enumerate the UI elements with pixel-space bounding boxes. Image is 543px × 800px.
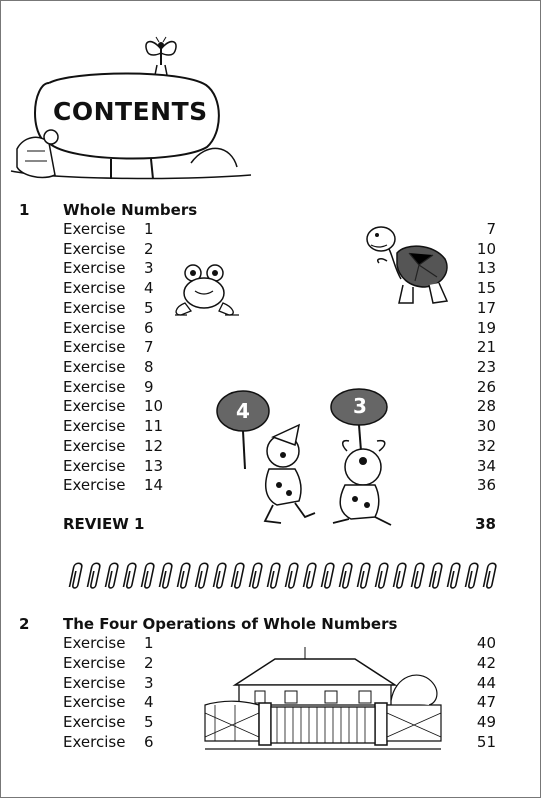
- paperclip-icon: [339, 563, 352, 588]
- exercise-number: 1: [144, 634, 154, 652]
- frog-icon: [171, 263, 241, 321]
- page-number: 32: [476, 437, 496, 455]
- page-number: 13: [476, 259, 496, 277]
- exercise-number: 14: [144, 476, 164, 494]
- page-title: CONTENTS: [53, 97, 208, 126]
- paperclip-icon: [249, 563, 262, 588]
- page-number: 30: [476, 417, 496, 435]
- exercise-number: 4: [144, 279, 154, 297]
- paperclip-icon: [483, 563, 496, 588]
- exercise-number: 5: [144, 299, 154, 317]
- turtle-icon: [363, 219, 453, 311]
- exercise-label: Exercise: [63, 259, 126, 277]
- exercise-number: 11: [144, 417, 164, 435]
- section-title: Whole Numbers: [63, 201, 198, 219]
- page-number: 47: [476, 693, 496, 711]
- exercise-number: 8: [144, 358, 154, 376]
- page-number: 36: [476, 476, 496, 494]
- exercise-label: Exercise: [63, 713, 126, 731]
- exercise-number: 9: [144, 378, 154, 396]
- exercise-label: Exercise: [63, 437, 126, 455]
- paperclip-icon: [411, 563, 424, 588]
- paperclip-icon: [375, 563, 388, 588]
- review-label: REVIEW 1: [63, 515, 145, 533]
- page-number: 34: [476, 457, 496, 475]
- page-number: 10: [476, 240, 496, 258]
- exercise-label: Exercise: [63, 693, 126, 711]
- page-number: 19: [476, 319, 496, 337]
- page-number: 7: [486, 220, 496, 238]
- exercise-number: 3: [144, 674, 154, 692]
- exercise-label: Exercise: [63, 634, 126, 652]
- exercise-number: 6: [144, 733, 154, 751]
- paperclip-icon: [465, 563, 478, 588]
- exercise-label: Exercise: [63, 240, 126, 258]
- exercise-label: Exercise: [63, 338, 126, 356]
- paperclip-icon: [105, 563, 118, 588]
- page-number: 21: [476, 338, 496, 356]
- page-number: 40: [476, 634, 496, 652]
- paperclip-icon: [447, 563, 460, 588]
- paperclip-icon: [231, 563, 244, 588]
- paperclip-icon: [177, 563, 190, 588]
- paperclip-icon: [87, 563, 100, 588]
- page-number: 23: [476, 358, 496, 376]
- review-page-number: 38: [475, 515, 496, 533]
- page-number: 15: [476, 279, 496, 297]
- section-number: 1: [19, 201, 30, 219]
- paperclip-icon: [213, 563, 226, 588]
- exercise-number: 6: [144, 319, 154, 337]
- exercise-label: Exercise: [63, 674, 126, 692]
- rock-sign-icon: [11, 71, 256, 191]
- paperclip-icon: [195, 563, 208, 588]
- house-icon: [205, 645, 441, 751]
- page-number: 44: [476, 674, 496, 692]
- exercise-number: 12: [144, 437, 164, 455]
- page-number: 42: [476, 654, 496, 672]
- page-number: 51: [476, 733, 496, 751]
- paperclip-icon: [69, 563, 82, 588]
- exercise-label: Exercise: [63, 319, 126, 337]
- paperclip-icon: [303, 563, 316, 588]
- exercise-number: 7: [144, 338, 154, 356]
- exercise-label: Exercise: [63, 358, 126, 376]
- page-number: 49: [476, 713, 496, 731]
- paperclip-icon: [159, 563, 172, 588]
- paperclip-icon: [357, 563, 370, 588]
- exercise-number: 1: [144, 220, 154, 238]
- exercise-label: Exercise: [63, 733, 126, 751]
- page-number: 26: [476, 378, 496, 396]
- paperclip-icon: [393, 563, 406, 588]
- exercise-number: 3: [144, 259, 154, 277]
- paperclip-icon: [141, 563, 154, 588]
- paperclip-icon: [429, 563, 442, 588]
- exercise-number: 13: [144, 457, 164, 475]
- paperclip-icon: [321, 563, 334, 588]
- exercise-label: Exercise: [63, 378, 126, 396]
- sign-number-right: 3: [353, 394, 367, 418]
- section-title: The Four Operations of Whole Numbers: [63, 615, 398, 633]
- exercise-number: 5: [144, 713, 154, 731]
- page-number: 28: [476, 397, 496, 415]
- paperclip-divider: [65, 561, 495, 591]
- page-number: 17: [476, 299, 496, 317]
- exercise-number: 2: [144, 654, 154, 672]
- exercise-label: Exercise: [63, 457, 126, 475]
- exercise-number: 10: [144, 397, 164, 415]
- exercise-label: Exercise: [63, 476, 126, 494]
- exercise-label: Exercise: [63, 654, 126, 672]
- section-number: 2: [19, 615, 30, 633]
- exercise-label: Exercise: [63, 279, 126, 297]
- exercise-label: Exercise: [63, 417, 126, 435]
- paperclip-icon: [123, 563, 136, 588]
- exercise-number: 2: [144, 240, 154, 258]
- exercise-label: Exercise: [63, 220, 126, 238]
- exercise-label: Exercise: [63, 299, 126, 317]
- exercise-label: Exercise: [63, 397, 126, 415]
- paperclip-icon: [285, 563, 298, 588]
- sign-number-left: 4: [236, 399, 250, 423]
- paperclip-icon: [267, 563, 280, 588]
- exercise-number: 4: [144, 693, 154, 711]
